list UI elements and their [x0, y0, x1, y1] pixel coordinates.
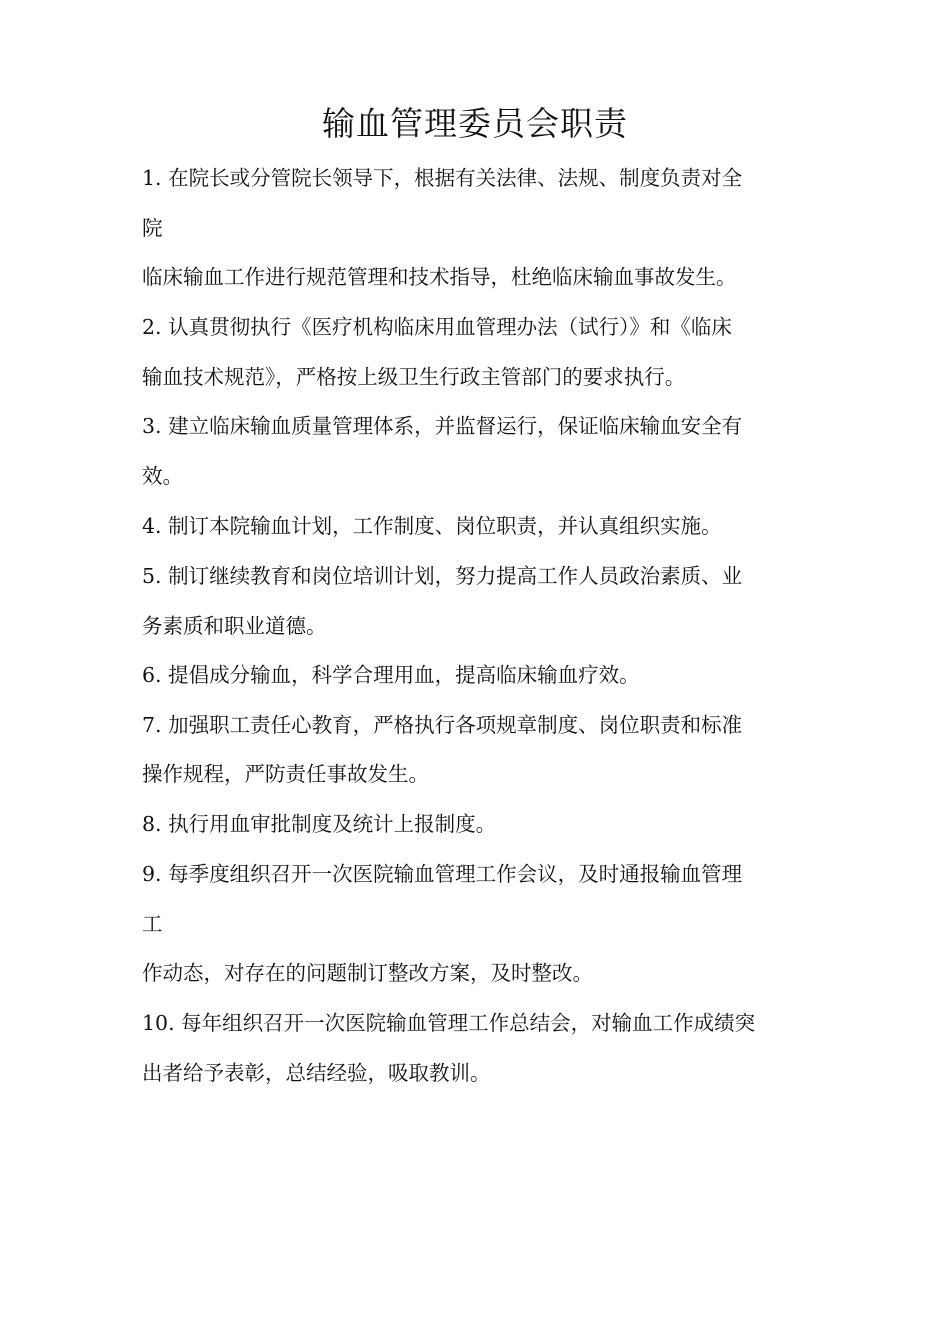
text-line: 1. 在院长或分管院长领导下，根据有关法律、法规、制度负责对全: [142, 166, 743, 190]
text-line: 9. 每季度组织召开一次医院输血管理工作会议，及时通报输血管理: [142, 862, 743, 886]
text-line: 出者给予表彰，总结经验，吸取教训。: [142, 1061, 491, 1085]
text-line: 3. 建立临床输血质量管理体系，并监督运行，保证临床输血安全有: [142, 414, 743, 438]
document-title: 输血管理委员会职责: [322, 104, 628, 143]
text-line: 作动态，对存在的问题制订整改方案，及时整改。: [142, 961, 593, 985]
text-line: 输血技术规范》，严格按上级卫生行政主管部门的要求执行。: [142, 365, 686, 389]
text-line: 8. 执行用血审批制度及统计上报制度。: [142, 812, 497, 836]
text-line: 5. 制订继续教育和岗位培训计划，努力提高工作人员政治素质、业: [142, 564, 743, 588]
text-line: 2. 认真贯彻执行《医疗机构临床用血管理办法（试行）》和《临床: [142, 315, 732, 339]
text-line: 工: [142, 912, 163, 936]
text-line: 临床输血工作进行规范管理和技术指导，杜绝临床输血事故发生。: [142, 265, 737, 289]
text-line: 效。: [142, 464, 183, 488]
text-line: 院: [142, 216, 163, 240]
text-line: 务素质和职业道德。: [142, 614, 327, 638]
text-line: 4. 制订本院输血计划，工作制度、岗位职责，并认真组织实施。: [142, 514, 722, 538]
text-line: 10. 每年组织召开一次医院输血管理工作总结会，对输血工作成绩突: [142, 1011, 756, 1035]
text-line: 6. 提倡成分输血，科学合理用血，提高临床输血疗效。: [142, 663, 640, 687]
text-line: 7. 加强职工责任心教育，严格执行各项规章制度、岗位职责和标准: [142, 713, 743, 737]
text-line: 操作规程，严防责任事故发生。: [142, 762, 429, 786]
